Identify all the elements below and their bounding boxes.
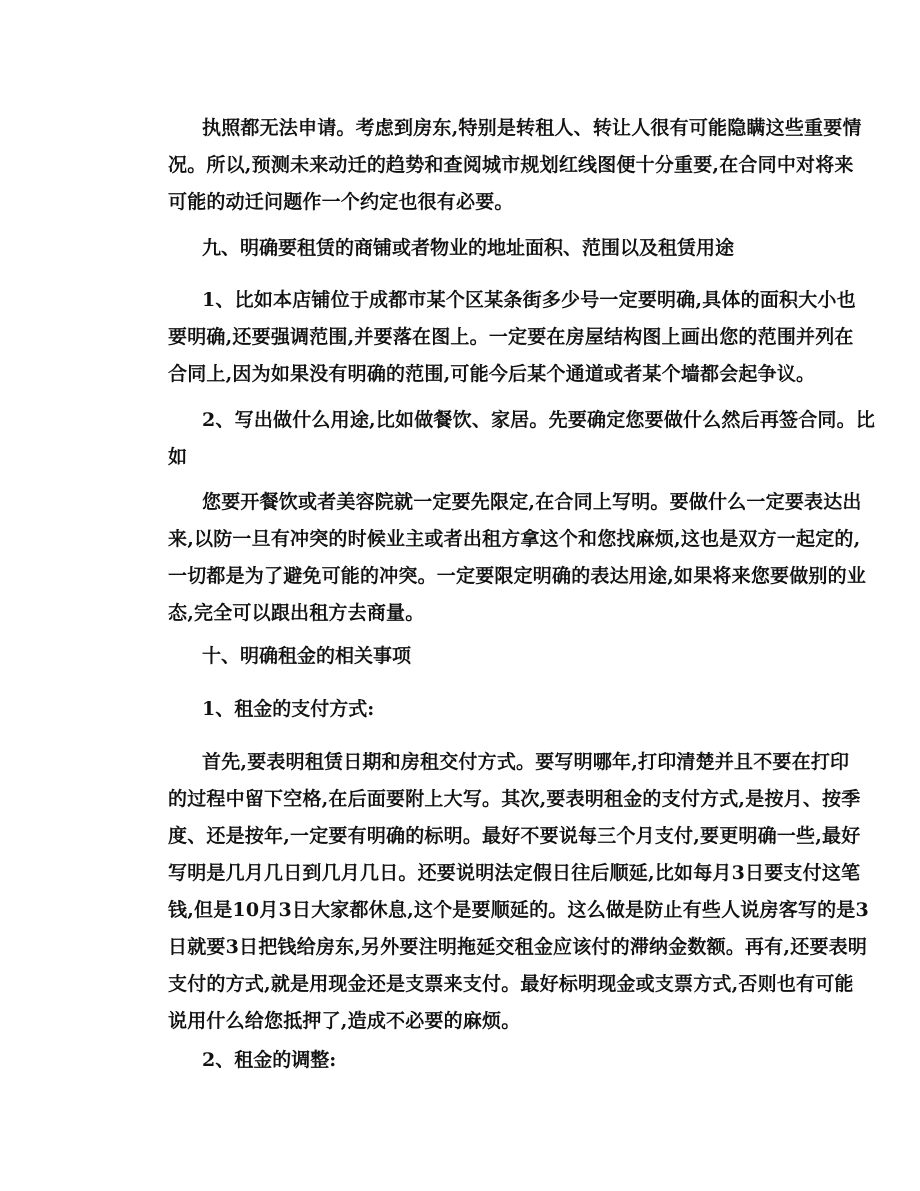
text-line: 要明确,还要强调范围,并要落在图上。一定要在房屋结构图上画出您的范围并列在 bbox=[168, 326, 854, 348]
text-line: 来,以防一旦有冲突的时候业主或者出租方拿这个和您找麻烦,这也是双方一起定的, bbox=[168, 528, 861, 550]
text-line: 度、还是按年,一定要有明确的标明。最好不要说每三个月支付,要更明确一些,最好 bbox=[168, 825, 861, 847]
text-line: 首先,要表明租赁日期和房租交付方式。要写明哪年,打印清楚并且不要在打印 bbox=[202, 751, 850, 773]
text-line: 钱,但是10月3日大家都休息,这个是要顺延的。这么做是防止有些人说房客写的是3 bbox=[168, 899, 869, 921]
text-line: 态,完全可以跟出租方去商量。 bbox=[168, 602, 425, 624]
subheading-rent-adjustment: 2、租金的调整: bbox=[202, 1049, 337, 1071]
text-line: 况。所以,预测未来动迁的趋势和查阅城市规划红线图便十分重要,在合同中对将来 bbox=[168, 154, 854, 176]
text-line: 支付的方式,就是用现金还是支票来支付。最好标明现金或支票方式,否则也有可能 bbox=[168, 973, 854, 995]
text-line: 合同上,因为如果没有明确的范围,可能今后某个通道或者某个墙都会起争议。 bbox=[168, 363, 816, 385]
text-line: 一切都是为了避免可能的冲突。一定要限定明确的表达用途,如果将来您要做别的业 bbox=[168, 565, 867, 587]
section-heading-9: 九、明确要租赁的商铺或者物业的地址面积、范围以及租赁用途 bbox=[202, 237, 735, 259]
text-line: 说用什么给您抵押了,造成不必要的麻烦。 bbox=[168, 1010, 521, 1032]
text-line: 1、比如本店铺位于成都市某个区某条街多少号一定要明确,具体的面积大小也 bbox=[202, 289, 856, 311]
paragraph-usage-purpose bbox=[168, 402, 876, 476]
paragraph-payment-details bbox=[168, 744, 869, 1040]
text-line: 如 bbox=[168, 446, 188, 468]
text-line: 的过程中留下空格,在后面要附上大写。其次,要表明租金的支付方式,是按月、按季 bbox=[168, 788, 861, 810]
text-line: 您要开餐饮或者美容院就一定要先限定,在合同上写明。要做什么一定要表达出 bbox=[202, 491, 862, 513]
paragraph-usage-example bbox=[168, 484, 867, 632]
text-line: 日就要3日把钱给房东,另外要注明拖延交租金应该付的滞纳金数额。再有,还要表明 bbox=[168, 936, 868, 958]
text-line: 写明是几月几日到几月几日。还要说明法定假日往后顺延,比如每月3日要支付这笔 bbox=[168, 862, 861, 884]
paragraph-address-area bbox=[168, 282, 856, 393]
subheading-payment-method: 1、租金的支付方式: bbox=[202, 698, 375, 720]
paragraph-relocation-continued bbox=[168, 110, 862, 221]
text-line: 2、写出做什么用途,比如做餐饮、家居。先要确定您要做什么然后再签合同。比 bbox=[202, 409, 876, 431]
section-heading-10: 十、明确租金的相关事项 bbox=[202, 645, 412, 667]
text-line: 可能的动迁问题作一个约定也很有必要。 bbox=[168, 191, 514, 213]
text-line: 执照都无法申请。考虑到房东,特别是转租人、转让人很有可能隐瞒这些重要情 bbox=[202, 117, 862, 139]
